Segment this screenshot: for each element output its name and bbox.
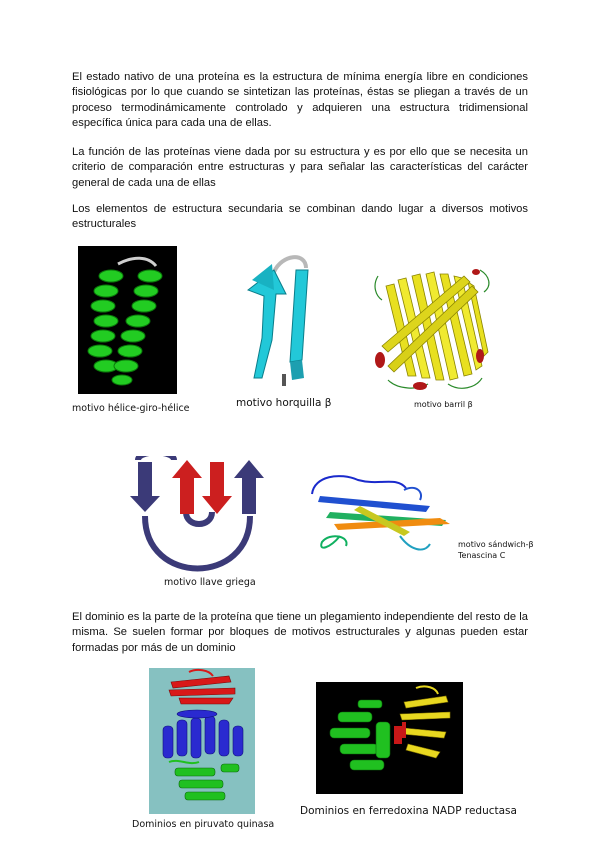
caption-helix-turn-helix: motivo hélice-giro-hélice: [72, 403, 190, 414]
paragraph-native-state: El estado nativo de una proteína es la estructura de mínima energía libre en condiciones fisiológicas por lo que cuando se sintetizan las proteínas, éstas se pliegan a través de un proceso termodinámicamente controlado y adquieren una estructura tridimensional específica única para cada una de ellas.: [72, 71, 528, 130]
pyruvate-kinase-figure: [149, 668, 255, 814]
caption-tenascin: Tenascina C: [458, 551, 506, 560]
caption-beta-sandwich: motivo sándwich-β: [458, 540, 534, 549]
helix-turn-helix-figure: [78, 246, 177, 394]
paragraph-secondary-elements: Los elementos de estructura secundaria se combinan dando lugar a diversos motivos estructurales: [72, 203, 528, 231]
caption-beta-hairpin: motivo horquilla β: [236, 397, 332, 409]
ferredoxin-reductase-figure: [316, 682, 463, 794]
caption-pyruvate-kinase: Dominios en piruvato quinasa: [132, 819, 275, 830]
paragraph-function: La función de las proteínas viene dada por su estructura y es por ello que se necesita un criterio de comparación entre estructuras y para señalar las características del carácter general de cada una de ellas: [72, 146, 528, 189]
paragraph-domain: El dominio es la parte de la proteína que tiene un plegamiento independiente del resto de la misma. Se suelen formar por bloques de motivos estructurales y algunas pueden estar formadas por más de un dominio: [72, 611, 528, 654]
caption-beta-barrel: motivo barril β: [414, 400, 473, 409]
beta-hairpin-figure: [234, 250, 318, 390]
caption-ferredoxin-reductase: Dominios en ferredoxina NADP reductasa: [300, 805, 517, 817]
beta-sandwich-figure: [300, 466, 456, 560]
beta-barrel-figure: [368, 256, 496, 394]
caption-greek-key: motivo llave griega: [164, 577, 256, 588]
greek-key-figure: [128, 456, 266, 576]
